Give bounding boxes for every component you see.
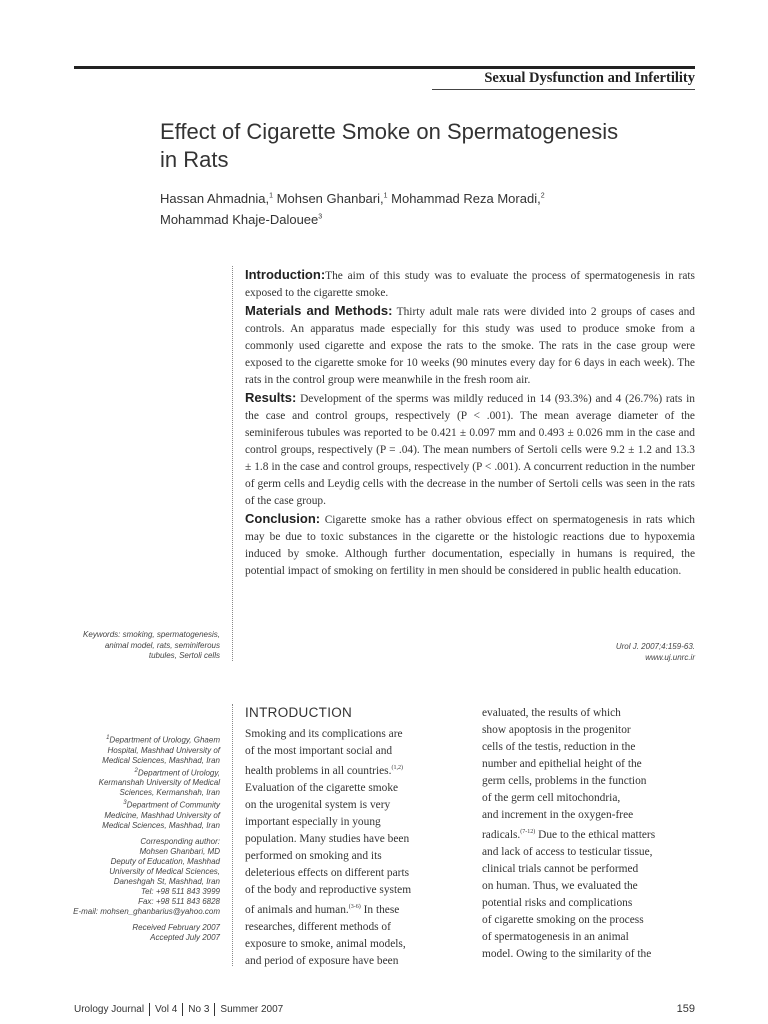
keywords [60, 630, 220, 662]
citation-url: www.uj.unrc.ir [645, 652, 695, 662]
abstract-introduction [245, 266, 695, 302]
body-line: Smoking and its complications are [245, 728, 403, 740]
footer-journal: Urology Journal [74, 1004, 145, 1016]
body-line: number and epithelial height of the [482, 758, 642, 770]
body-column-1 [245, 726, 450, 970]
citation [495, 642, 695, 663]
body-line: of the most important social and [245, 745, 393, 757]
body-line: and increment in the oxygen-free [482, 809, 634, 821]
body-column-2 [482, 705, 697, 963]
citation-ref: Urol J. 2007;4:159-63. [615, 642, 695, 651]
author-list [160, 188, 680, 229]
body-line: of the germ cell mitochondria, [482, 792, 621, 804]
body-line: evaluated, the results of which [482, 707, 621, 719]
abstract-results-text: Development of the sperms was mildly reduced in 14 (93.3%) and 4 (26.7%) rats in the case and control groups, respectively (P < .001). The mean average diameter of the seminiferous tubules was reported to be 0.421 ± 0.097 mm and 0.493 ± 0.026 mm in the case and control groups, respectively (P = .04). The mean numbers of Sertoli cells were 9.2 ± 1.2 and 13.3 ± 1.8 in the case and control groups, respectively (P < .001). A concurrent reduction in the number of germ cells and Leydig cells with the decrease in the number of Sertoli cells was seen in the rats of the case group. [245, 393, 695, 507]
body-line: on human. Thus, we evaluated the [482, 879, 638, 892]
body-line: population. Many studies have been [245, 832, 410, 845]
body-line: on the urogenital system is very [245, 798, 391, 811]
affiliations [52, 733, 220, 943]
abstract-conclusion [245, 510, 695, 580]
article-dates: Received February 2007 Accepted July 2007 [132, 922, 220, 942]
body-line: important especially in young [245, 815, 381, 828]
footer-volume: Vol 4 [155, 1004, 178, 1016]
abstract-methods [245, 302, 695, 389]
body-line: deleterious effects on different parts [245, 866, 410, 879]
body-line: potential risks and complications [482, 896, 633, 909]
body-line: performed on smoking and its [245, 849, 382, 862]
body-line: and period of exposure have been [245, 954, 399, 967]
body-line: of cigarette smoking on the process [482, 913, 644, 926]
body-line: of spermatogenesis in an animal [482, 930, 629, 943]
author-1: Hassan Ahmadnia,$^1$ [160, 191, 274, 207]
abstract [245, 266, 695, 580]
section-rule [432, 89, 695, 90]
footer-season: Summer 2007 [220, 1004, 284, 1016]
citation-superscript: (7-12) [520, 829, 536, 835]
abstract-results [245, 389, 695, 510]
section-heading: Sexual Dysfunction and Infertility [484, 70, 695, 86]
citation-superscript: (1,2) [391, 765, 403, 771]
page-number: 159 [676, 1003, 695, 1015]
citation-superscript: (3-6) [348, 903, 361, 910]
title-line-2: in Rats [160, 147, 229, 172]
body-line: Evaluation of the cigarette smoke [245, 781, 399, 794]
author-4: Mohammad Khaje-Dalouee$^3$ [160, 211, 323, 227]
body-line: clinical trials cannot be performed [482, 862, 639, 875]
body-line: germ cells, problems in the function [482, 775, 647, 787]
body-line: exposure to smoke, animal models, [245, 937, 406, 950]
abstract-conclusion-heading: Conclusion: [245, 511, 321, 526]
body-line: of the body and reproductive system [245, 883, 412, 896]
affiliation-2: $^2$Department of Urology, Kermanshah University of Medical Sciences, Kermanshah, Iran [98, 767, 220, 798]
correspondence: Corresponding author: Mohsen Ghanbari, MD Deputy of Education, Mashhad University of Medical Sciences, Daneshgah St, Mashhad, Iran Tel: +98 511 843 3999 Fax: +98 511 843 6828 E-mail: mohsen_ghanbarius@yahoo.com [52, 837, 220, 917]
abstract-methods-text: Thirty adult male rats were divided into 2 groups of cases and controls. An apparatus made especially for this study was used to produce smoke from a commonly used cigarette and expose the rats to the smoke. The rats in the case group were exposed to the cigarette smoke for 10 weeks (90 minutes every day for 6 days in each week). The rats in the control group were meanwhile in the fresh room air. [245, 306, 696, 386]
affiliation-1: $^1$Department of Urology, Ghaem Hospital, Mashhad University of Medical Sciences, Mashhad, Iran [102, 735, 220, 765]
footer-issue: No 3 [188, 1004, 210, 1016]
abstract-methods-heading: Materials and Methods: [245, 303, 393, 318]
body-line: researches, different methods of [245, 920, 391, 933]
abstract-results-heading: Results: [245, 390, 297, 405]
abstract-divider [232, 266, 233, 661]
body-line: show apoptosis in the progenitor [482, 724, 631, 736]
body-line: and lack of access to testicular tissue, [482, 845, 653, 858]
body-line: radicals.$^{(7-12)}$ Due to the ethical matters [482, 828, 656, 841]
affiliation-3: $^3$Department of Community Medicine, Mashhad University of Medical Sciences, Mashhad, Iran [102, 800, 220, 830]
body-line: of animals and human.$^{(3-6)}$ In these [245, 903, 400, 916]
author-3: Mohammad Reza Moradi,$^2$ [391, 191, 545, 207]
correspondence-email: E-mail: mohsen_ghanbarius@yahoo.com [73, 906, 220, 916]
body-line: model. Owing to the similarity of the [482, 947, 652, 960]
introduction-heading: INTRODUCTION [245, 705, 353, 720]
page-footer [74, 1003, 283, 1016]
body-line: cells of the testis, reduction in the [482, 741, 636, 753]
keywords-line: Keywords: smoking, spermatogenesis, [83, 630, 220, 639]
body-divider [232, 704, 233, 966]
author-2: Mohsen Ghanbari,$^1$ [276, 191, 388, 207]
abstract-intro-text: The aim of this study was to evaluate the process of spermatogenesis in rats exposed to the cigarette smoke. [245, 270, 695, 299]
body-line: health problems in all countries.$^{(1,2)}$ [245, 764, 403, 777]
abstract-conclusion-text: Cigarette smoke has a rather obvious effect on spermatogenesis in rats which may be due to toxic substances in the cigarette or the histologic reactions due to hypoxemia induced by smoke. Although further documentation, especially in humans is required, the potential impact of smoking on fertility in men should be considered in public health education. [245, 514, 695, 577]
title-line-1: Effect of Cigarette Smoke on Spermatogenesis [160, 119, 619, 144]
keywords-line: animal model, rats, seminiferous [104, 640, 220, 650]
article-title [160, 118, 680, 174]
top-rule [74, 66, 695, 69]
keywords-line: tubules, Sertoli cells [148, 651, 220, 660]
abstract-intro-heading: Introduction: [245, 267, 326, 282]
